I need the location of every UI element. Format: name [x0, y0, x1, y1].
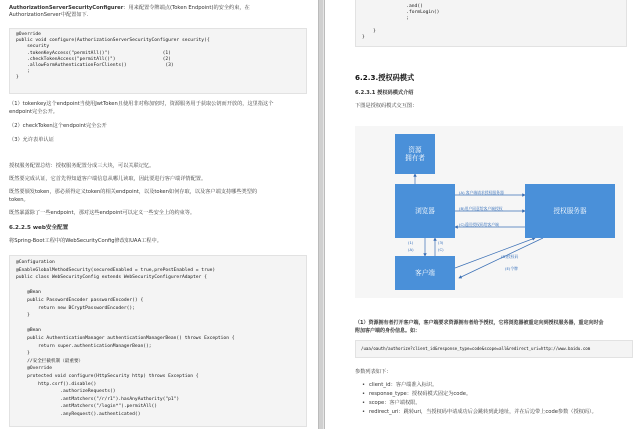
code-line: } — [362, 35, 365, 41]
code-line: .anyRequest().authenticated() — [16, 411, 141, 417]
section-desc: 将Spring-Boot工程中的WebSecurityConfig修改如UAA工程中。 — [9, 238, 162, 244]
code-line: http.csrf().disable() — [16, 381, 97, 387]
code-line — [16, 320, 235, 328]
left-label-c: (C) — [438, 247, 444, 252]
step-1-line2: 附加客户端的身份信息。如： — [355, 328, 421, 334]
code-line: .antMatchers("/login*").permitAll() — [16, 404, 158, 410]
subsection-title: 6.2.3.1 授权码模式介绍 — [355, 90, 414, 96]
heading-line2: AuthorizationServer中配置如下. — [9, 12, 89, 18]
summary-2-line2: token。 — [9, 197, 29, 203]
client-box: 客户端 — [395, 256, 455, 290]
code-line: .checkTokenAccess("permitAll()") (2) — [16, 56, 171, 62]
summary-2-line1: 既然要颁发token，那必须得定义token的相关endpoint，以及token如何存取，以及客户端支持哪些类型的 — [9, 189, 258, 195]
heading-term: AuthorizationServerSecurityConfigurer — [9, 5, 124, 11]
code-line: .formLogin() — [362, 10, 440, 16]
code-line: .antMatchers("/r/r1").hasAnyAuthority("p1") — [16, 396, 180, 402]
param-scope: • scope：客户端权限。 — [369, 400, 421, 407]
edge-label-a: (A) 客户端请求授权服务器 — [459, 190, 504, 195]
heading-rest: ：用来配置令牌端点(Token Endpoint)的安全约束，在 — [123, 5, 250, 11]
code-line: return super.authenticationManagerBean(); — [16, 343, 152, 349]
left-label-1: (1) — [408, 240, 414, 245]
section-title: 6.2.3.授权码模式 — [355, 73, 415, 82]
code-line: } — [16, 75, 19, 81]
edge-label-b: (B)用户同意给客户端授权 — [459, 206, 503, 211]
code-block-continued — [355, 0, 627, 47]
code-line: protected void configure(HttpSecurity http) throws Exception { — [16, 373, 199, 379]
code-line: return new BCryptPasswordEncoder(); — [16, 305, 135, 311]
left-label-a: (A) — [408, 247, 414, 252]
code-line: @Override — [16, 366, 52, 372]
left-page — [0, 0, 319, 429]
arrow-d — [455, 238, 535, 268]
note-1-line1: （1）tokenkey这个endpoint当使用JwtToken且使用非对称加密时，资源服务用于获取公钥而开放的，这里指这个 — [9, 101, 274, 107]
code-line: @Bean — [16, 328, 41, 334]
code-line: public void configure(AuthorizationServerSecurityConfigurer security){ — [16, 38, 210, 44]
code-line: @Override — [16, 32, 41, 37]
diagram-intro: 下图是授权码模式交互图： — [355, 103, 418, 109]
code-line: ; — [362, 16, 410, 22]
param-response-type: • response_type：授权码模式固定为code。 — [369, 391, 471, 398]
param-client-id: • client_id：客户端准入标识。 — [369, 382, 437, 389]
code-line: @Configuration — [16, 260, 55, 265]
note-1-line2: endpoint完全公开。 — [9, 109, 58, 115]
code-line: @Bean — [16, 290, 41, 296]
step-1-line1: （1）资源拥有者打开客户端，客户端要求资源拥有者给予授权，它将浏览器被重定向到授权服务器，重定向时会 — [355, 320, 604, 326]
code-lines — [16, 259, 235, 418]
code-line: .and() — [362, 4, 423, 9]
heading-line1 — [9, 5, 250, 12]
code-line: public PasswordEncoder passwordEncoder() { — [16, 297, 144, 303]
code-line: } — [362, 28, 376, 34]
edge-label-e: (E)令牌 — [505, 266, 518, 271]
code-line: .authorizeRequests() — [16, 389, 116, 395]
resource-owner-box: 资源 拥有者 — [395, 134, 435, 174]
browser-box: 浏览器 — [395, 184, 455, 238]
code-block-websecurity — [9, 255, 307, 427]
note-3: （3）允许表单认证 — [9, 137, 54, 143]
params-title: 参数列表如下： — [355, 369, 392, 375]
code-line: .allowFormAuthenticationForClients() (3) — [16, 63, 174, 69]
auth-code-diagram — [355, 126, 623, 298]
authorize-url: /uaa/oauth/authorize?client_id&response_type=code&scope=all&redirect_uri=http://www.baidu.com — [361, 346, 591, 351]
code-line: security — [16, 44, 50, 50]
url-block — [355, 340, 633, 358]
code-lines — [362, 4, 439, 41]
auth-server-box: 授权服务器 — [525, 184, 615, 238]
summary-1: 既然要完成认证，它首先得知道客户端信息从哪儿读取，因此要进行客户端详情配置。 — [9, 176, 207, 182]
code-line: ; — [16, 69, 30, 75]
code-line: .tokenKeyAccess("permitAll()") (1) — [16, 50, 171, 56]
summary-3: 既然暴露除了一些endpoint，那对这些endpoint可以定义一些安全上的约束等。 — [9, 210, 196, 216]
page-divider — [319, 0, 323, 429]
right-page — [324, 0, 640, 429]
summary-title: 授权服务配置总结：授权服务配置分成三大块，可以关联记忆。 — [9, 163, 155, 169]
code-line: public class WebSecurityConfig extends WebSecurityConfigurerAdapter { — [16, 275, 207, 281]
code-block-security — [9, 28, 307, 94]
edge-label-c: (C)返回授权码给客户端 — [459, 222, 499, 227]
code-line: } — [16, 313, 30, 319]
section-heading: 6.2.2.5 web安全配置 — [9, 225, 69, 231]
code-lines — [16, 32, 210, 82]
code-line: } — [16, 351, 30, 357]
code-line: //安全拦截机制（最重要） — [16, 358, 84, 364]
note-2: （2）checkToken这个endpoint完全公开 — [9, 123, 107, 129]
edge-label-d: (D)授权码 — [501, 254, 519, 259]
param-redirect-uri: • redirect_uri：跳转uri，当授权码申请成功后会跳转到此地址，并在后边带上code参数（授权码）。 — [369, 409, 597, 416]
left-label-3: (3) — [438, 240, 444, 245]
code-line: @EnableGlobalMethodSecurity(securedEnabled = true,prePostEnabled = true) — [16, 267, 216, 273]
code-line: public AuthenticationManager authenticationManagerBean() throws Exception { — [16, 335, 235, 341]
code-line — [16, 282, 235, 290]
